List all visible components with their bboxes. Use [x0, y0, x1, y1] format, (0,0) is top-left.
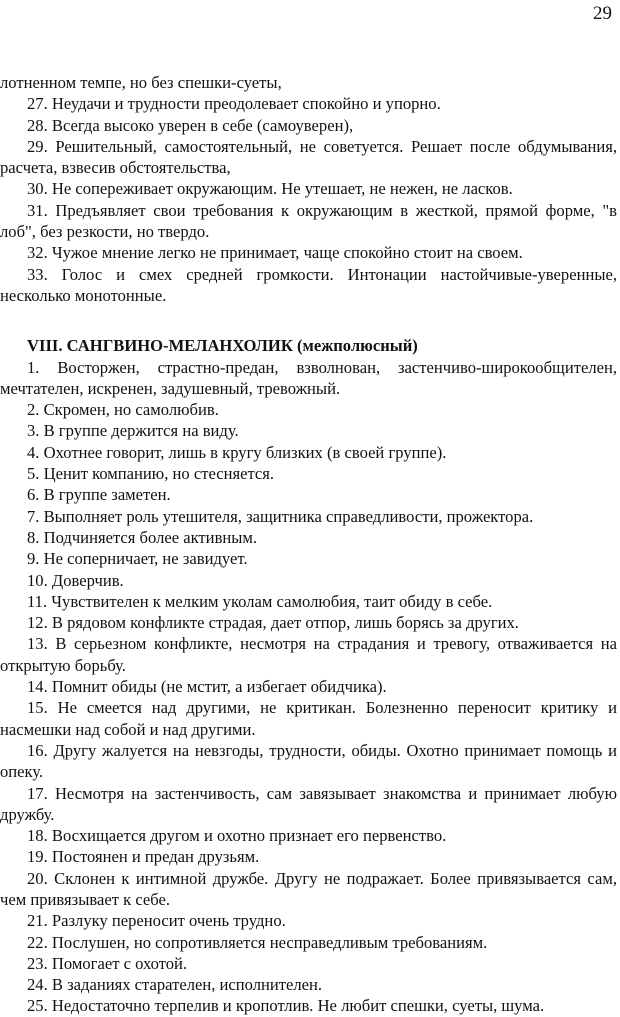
section-list-item: 15. Не смеется над другими, не критикан. Болезненно переносит критику и насмешки над собой и над другими. [0, 698, 617, 739]
list-item-28: 28. Всегда высоко уверен в себе (самоуверен), [27, 115, 354, 135]
section-list-item: 18. Восхищается другом и охотно признает его первенство. [27, 826, 447, 846]
page-number: 29 [593, 3, 612, 24]
section-list-item: 7. Выполняет роль утешителя, защитника справедливости, прожектора. [27, 506, 534, 526]
section-list-item: 13. В серьезном конфликте, несмотря на страдания и тревогу, отваживается на открытую борьбу. [0, 634, 617, 675]
section-list-item: 24. В заданиях старателен, исполнителен. [27, 975, 323, 995]
section-list-item: 14. Помнит обиды (не мстит, а избегает обидчика). [27, 677, 387, 697]
section-list-item: 17. Несмотря на застенчивость, сам завязывает знакомства и принимает любую дружбу. [0, 783, 617, 824]
section-list-item: 6. В группе заметен. [27, 485, 171, 505]
section-list-item: 12. В рядовом конфликте страдая, дает отпор, лишь борясь за других. [27, 613, 519, 633]
section-list-item: 16. Другу жалуется на невзгоды, трудности, обиды. Охотно принимает помощь и опеку. [0, 740, 617, 782]
paragraphs-before [0, 72, 617, 306]
section-list-item: 5. Ценит компанию, но стесняется. [27, 464, 275, 484]
list-item-33: 33. Голос и смех средней громкости. Интонации настойчивые-уверенные, несколько монотонные. [0, 264, 617, 305]
page-content [0, 72, 617, 1017]
paragraph-continuation: лотненном темпе, но без спешки-суеты, [0, 73, 282, 92]
section-list-item: 11. Чувствителен к мелким уколам самолюбия, таит обиду в себе. [27, 591, 493, 611]
list-item-29: 29. Решительный, самостоятельный, не советуется. Решает после обдумывания, расчета, взвесив обстоятельства, [0, 136, 617, 178]
section-list-item: 1. Восторжен, страстно-предан, взволнован, застенчиво-широкообщителен, мечтателен, искренен, задушевный, тревожный. [0, 357, 617, 398]
paragraphs-after [0, 357, 617, 1017]
section-list-item: 22. Послушен, но сопротивляется несправедливым требованиям. [27, 932, 488, 952]
section-list-item: 21. Разлуку переносит очень трудно. [27, 911, 286, 931]
section-list-item: 3. В группе держится на виду. [27, 421, 239, 441]
section-list-item: 25. Недостаточно терпелив и кропотлив. Не любит спешки, суеты, шума. [27, 996, 545, 1016]
section-list-item: 19. Постоянен и предан друзьям. [27, 847, 260, 867]
list-item-27: 27. Неудачи и трудности преодолевает спокойно и упорно. [27, 94, 441, 114]
section-list-item: 10. Доверчив. [27, 570, 124, 590]
section-list-item: 8. Подчиняется более активным. [27, 527, 258, 547]
list-item-31: 31. Предъявляет свои требования к окружающим в жесткой, прямой форме, "в лоб", без резкости, но твердо. [0, 200, 617, 242]
list-item-32: 32. Чужое мнение легко не принимает, чаще спокойно стоит на своем. [27, 243, 523, 263]
section-list-item: 9. Не соперничает, не завидует. [27, 549, 248, 569]
section-list-item: 4. Охотнее говорит, лишь в кругу близких (в своей группе). [27, 442, 447, 462]
section-list-item: 2. Скромен, но самолюбив. [27, 400, 219, 420]
list-item-30: 30. Не сопереживает окружающим. Не утешает, не нежен, не ласков. [27, 179, 513, 199]
section-list-item: 20. Склонен к интимной дружбе. Другу не подражает. Более привязывается сам, чем привязывает к себе. [0, 868, 617, 909]
section-title: VIII. САНГВИНО-МЕЛАНХОЛИК (межполюсный) [27, 336, 418, 356]
section-list-item: 23. Помогает с охотой. [27, 953, 188, 973]
